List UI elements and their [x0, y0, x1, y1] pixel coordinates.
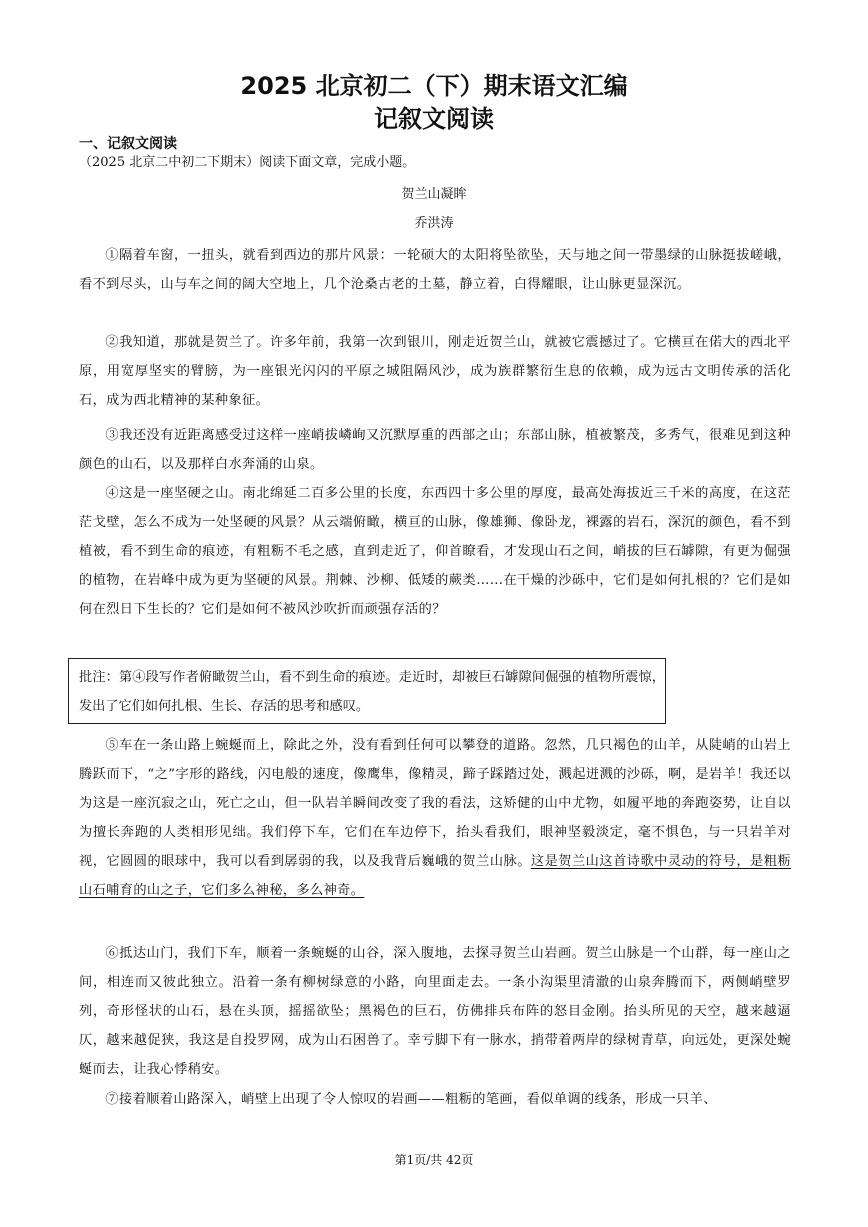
page-footer: 第1页/共 42页 [394, 1153, 474, 1167]
underlined-sentence: 这是贺兰山这首诗歌中灵动的符号，是粗粝山石哺育的山之子，它们多么神秘，多么神奇。 [79, 854, 791, 898]
paragraph-7: ⑦接着顺着山路深入，峭壁上出现了令人惊叹的岩画——粗粝的笔画，看似单调的线条，形成一只羊、 [105, 1092, 717, 1107]
document-subtitle: 记叙文阅读 [374, 105, 494, 133]
section-heading: 一、记叙文阅读 [79, 136, 177, 152]
paragraph-1: ①隔着车窗，一扭头，就看到西边的那片风景：一轮硕大的太阳将坠欲坠，天与地之间一带墨绿的山脉挺拔嵯峨，看不到尽头，山与车之间的阔大空地上，几个沧桑古老的土墓，静立着，白得耀眼，让山脉更显深沉。 [79, 248, 791, 292]
document-title: 2025 北京初二（下）期末语文汇编 [240, 72, 628, 100]
article-author: 乔洪涛 [414, 216, 454, 231]
paragraph-3: ③我还没有近距离感受过这样一座峭拔嶙峋又沉默厚重的西部之山；东部山脉，植被繁茂，多秀气，很难见到这种颜色的山石，以及那样白水奔涌的山泉。 [79, 428, 791, 472]
article-title: 贺兰山凝眸 [401, 187, 467, 202]
paragraph-2: ②我知道，那就是贺兰了。许多年前，我第一次到银川，刚走近贺兰山，就被它震撼过了。它横亘在偌大的西北平原，用宽厚坚实的臂膀，为一座银光闪闪的平原之城阻隔风沙，成为族群繁衍生息的依赖，成为远古文明传承的活化石，成为西北精神的某种象征。 [79, 335, 791, 408]
paragraph-5 [79, 731, 791, 905]
annotation-text: 批注：第④段写作者俯瞰贺兰山，看不到生命的痕迹。走近时，却被巨石罅隙间倔强的植物所震惊，发出了它们如何扎根、生长、存活的思考和感叹。 [79, 670, 665, 714]
section-intro: （2025 北京二中初二下期末）阅读下面文章，完成小题。 [79, 155, 416, 170]
paragraph-4: ④这是一座坚硬之山。南北绵延二百多公里的长度，东西四十多公里的厚度，最高处海拔近三千米的高度，在这茫茫戈壁，怎么不成为一处坚硬的风景？从云端俯瞰，横亘的山脉，像雄狮、像卧龙，裸露的岩石，深沉的颜色，看不到植被，看不到生命的痕迹，有粗粝不毛之感，直到走近了，仰首瞭看，才发现山石之间，峭拔的巨石罅隙，有更为倔强的植物，在岩峰中成为更为坚硬的风景。荆棘、沙柳、低矮的蕨类……在干燥的沙砾中，它们是如何扎根的？它们是如何在烈日下生长的？它们是如何不被风沙吹折而顽强存活的？ [79, 486, 791, 617]
paragraph-6: ⑥抵达山门，我们下车，顺着一条蜿蜒的山谷，深入腹地，去探寻贺兰山岩画。贺兰山脉是一个山群，每一座山之间，相连而又彼此独立。沿着一条有柳树绿意的小路，向里面走去。一条小沟渠里清澈的山泉奔腾而下，两侧峭壁罗列，奇形怪状的山石，悬在头顶，摇摇欲坠；黑褐色的巨石，仿佛排兵布阵的怒目金刚。抬头所见的天空，越来越逼仄，越来越促狭，我这是自投罗网，成为山石困兽了。幸亏脚下有一脉水，捎带着两岸的绿树青草，向远处，更深处蜿蜒而去，让我心悸稍安。 [79, 946, 791, 1077]
paragraph-5-text: ⑤车在一条山路上蜿蜒而上，除此之外，没有看到任何可以攀登的道路。忽然，几只褐色的山羊，从陡峭的山岩上腾跃而下，“之”字形的路线，闪电般的速度，像鹰隼，像精灵，蹄子踩踏过处，溅起迸溅的沙砾，啊，是岩羊！我还以为这是一座沉寂之山，死亡之山，但一队岩羊瞬间改变了我的看法，这矫健的山中尤物，如履平地的奔跑姿势，让自以为擅长奔跑的人类相形见绌。我们停下车，它们在车边停下，抬头看我们，眼神坚毅淡定，毫不惧色，与一只岩羊对视，它圆圆的眼球中，我可以看到孱弱的我，以及我背后巍峨的贺兰山脉。 [79, 738, 791, 869]
annotation-box [68, 658, 666, 724]
